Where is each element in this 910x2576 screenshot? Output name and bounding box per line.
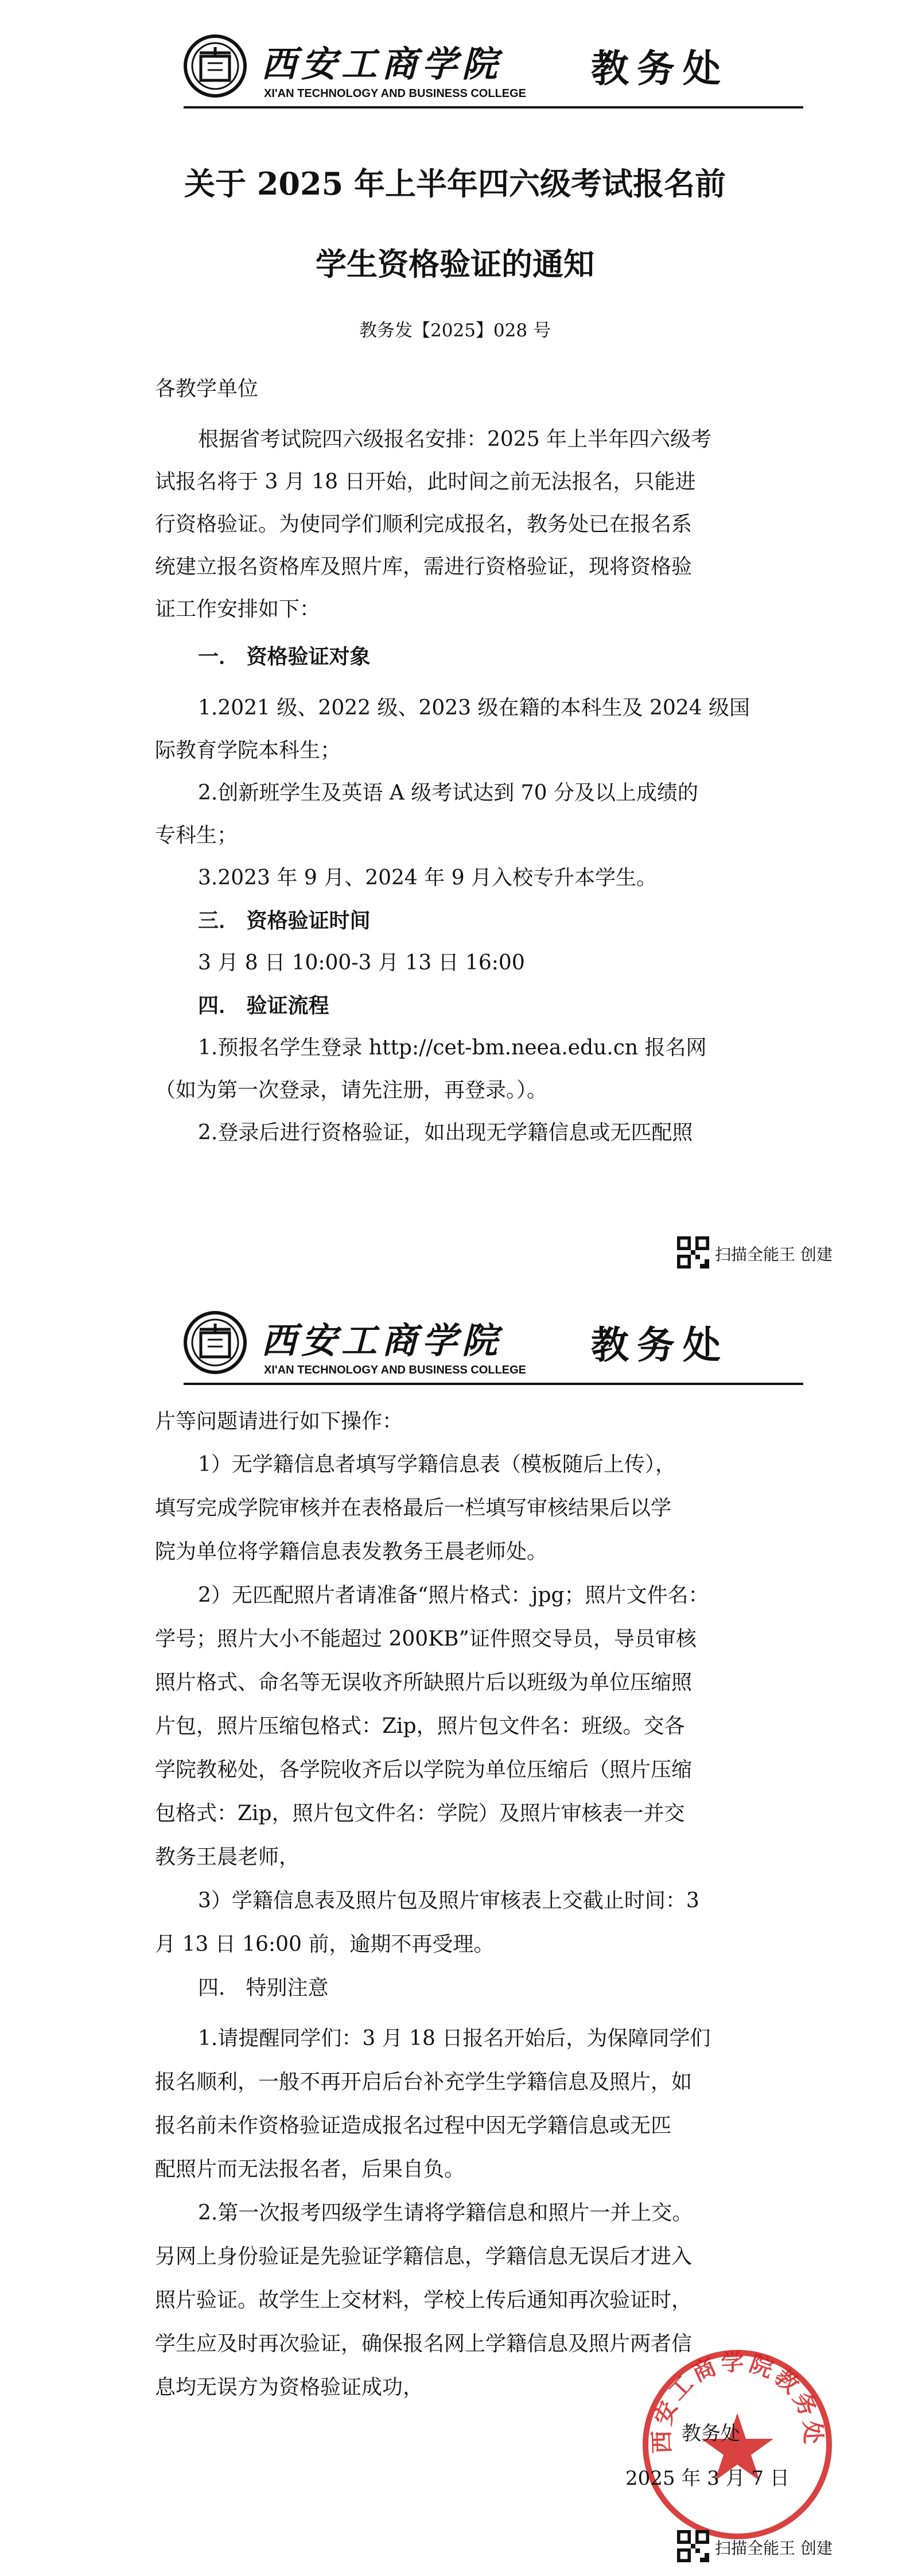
body-line: （如为第一次登录，请先注册，再登录。）。 xyxy=(155,1078,548,1102)
school-name-cn: 西安工商学院 xyxy=(261,43,503,85)
school-crest-icon xyxy=(184,34,247,98)
body-line: 填写完成学院审核并在表格最后一栏填写审核结果后以学 xyxy=(155,1496,672,1520)
body-line: 3 月 8 日 10:00-3 月 13 日 16:00 xyxy=(198,951,525,975)
body-line: 院为单位将学籍信息表发教务王晨老师处。 xyxy=(155,1540,548,1564)
signature-date: 2025 年 3 月 7 日 xyxy=(625,2467,790,2490)
body-line: 1.预报名学生登录 http://cet-bm.neea.edu.cn 报名网 xyxy=(198,1036,707,1060)
letterhead xyxy=(184,1299,803,1386)
body-line: 根据省考试院四六级报名安排：2025 年上半年四六级考 xyxy=(198,428,712,451)
body-line: 报名顺利，一般不再开启后台补充学生学籍信息及照片，如 xyxy=(155,2070,693,2094)
school-name-en: XI'AN TECHNOLOGY AND BUSINESS COLLEGE xyxy=(264,1364,527,1376)
body-line: 片等问题请进行如下操作： xyxy=(155,1410,403,1433)
title-line-1: 关于 2025 年上半年四六级考试报名前 xyxy=(184,165,726,202)
scan-footer-label: 扫描全能王 创建 xyxy=(715,1245,833,1264)
title-line-2: 学生资格验证的通知 xyxy=(316,246,594,282)
school-crest-icon xyxy=(184,1311,247,1374)
section-heading: 四． 验证流程 xyxy=(198,994,329,1018)
scan-footer-label: 扫描全能王 创建 xyxy=(715,2539,833,2558)
body-line: 学院教秘处，各学院收齐后以学院为单位压缩后（照片压缩 xyxy=(155,1758,693,1782)
body-line: 1）无学籍信息者填写学籍信息表（模板随后上传）， xyxy=(198,1453,676,1476)
letterhead xyxy=(184,23,803,109)
body-line: 另网上身份验证是先验证学籍信息，学籍信息无误后才进入 xyxy=(155,2245,693,2268)
section-heading: 四． 特别注意 xyxy=(198,1976,329,2000)
body-line: 3）学籍信息表及照片包及照片审核表上交截止时间：3 xyxy=(198,1889,699,1912)
body-line: 照片格式、命名等无误收齐所缺照片后以班级为单位压缩照 xyxy=(155,1671,693,1694)
body-line: 包格式：Zip，照片包文件名：学院）及照片审核表一并交 xyxy=(155,1802,685,1825)
document-number: 教务发【2025】028 号 xyxy=(359,320,551,341)
body-line: 2）无匹配照片者请准备“照片格式：jpg；照片文件名： xyxy=(198,1584,709,1607)
body-line: 际教育学院本科生； xyxy=(155,739,341,762)
body-line: 1.请提醒同学们：3 月 18 日报名开始后，为保障同学们 xyxy=(198,2027,711,2050)
qr-code-icon xyxy=(677,1236,709,1268)
body-line: 学号；照片大小不能超过 200KB”证件照交导员，导员审核 xyxy=(155,1627,697,1651)
body-line: 证工作安排如下： xyxy=(155,598,321,621)
body-line: 1.2021 级、2022 级、2023 级在籍的本科生及 2024 级国 xyxy=(198,696,750,720)
body-line: 配照片而无法报名者，后果自负。 xyxy=(155,2158,465,2181)
body-line: 2.第一次报考四级学生请将学籍信息和照片一并上交。 xyxy=(198,2201,693,2225)
body-line: 报名前未作资格验证造成报名过程中因无学籍信息或无匹 xyxy=(155,2114,672,2137)
body-line: 各教学单位 xyxy=(155,377,259,401)
body-line: 2.登录后进行资格验证，如出现无学籍信息或无匹配照 xyxy=(198,1121,693,1145)
signature-dept: 教务处 xyxy=(682,2422,740,2445)
school-name-en: XI'AN TECHNOLOGY AND BUSINESS COLLEGE xyxy=(264,87,527,100)
body-line: 行资格验证。为使同学们顺利完成报名，教务处已在报名系 xyxy=(155,513,693,536)
qr-code-icon xyxy=(677,2530,709,2562)
body-line: 专科生； xyxy=(155,824,238,847)
body-line: 月 13 日 16:00 前，逾期不再受理。 xyxy=(155,1933,495,1956)
body-line: 统建立报名资格库及照片库，需进行资格验证，现将资格验 xyxy=(155,555,693,579)
seal-text: 西安工商学院教务处 xyxy=(648,2348,827,2454)
section-heading: 三． 资格验证时间 xyxy=(198,909,371,933)
page-2 xyxy=(0,1288,910,2576)
letterhead-rule xyxy=(184,1383,803,1385)
section-heading: 一． 资格验证对象 xyxy=(198,645,371,669)
department-name: 教务处 xyxy=(591,1322,729,1367)
body-line: 学生应及时再次验证，确保报名网上学籍信息及照片两者信 xyxy=(155,2332,693,2356)
body-line: 片包，照片压缩包格式：Zip，照片包文件名：班级。交各 xyxy=(155,1714,685,1738)
body-line: 试报名将于 3 月 18 日开始，此时间之前无法报名，只能进 xyxy=(155,470,696,494)
body-line: 教务王晨老师， xyxy=(155,1845,300,1869)
body-line: 3.2023 年 9 月、2024 年 9 月入校专升本学生。 xyxy=(198,866,658,890)
department-name: 教务处 xyxy=(591,46,729,91)
body-line: 息均无误方为资格验证成功， xyxy=(155,2376,424,2399)
school-name-cn: 西安工商学院 xyxy=(261,1320,503,1361)
body-line: 2.创新班学生及英语 A 级考试达到 70 分及以上成绩的 xyxy=(198,781,698,805)
letterhead-rule xyxy=(184,106,803,108)
body-line: 照片验证。故学生上交材料，学校上传后通知再次验证时， xyxy=(155,2288,693,2312)
